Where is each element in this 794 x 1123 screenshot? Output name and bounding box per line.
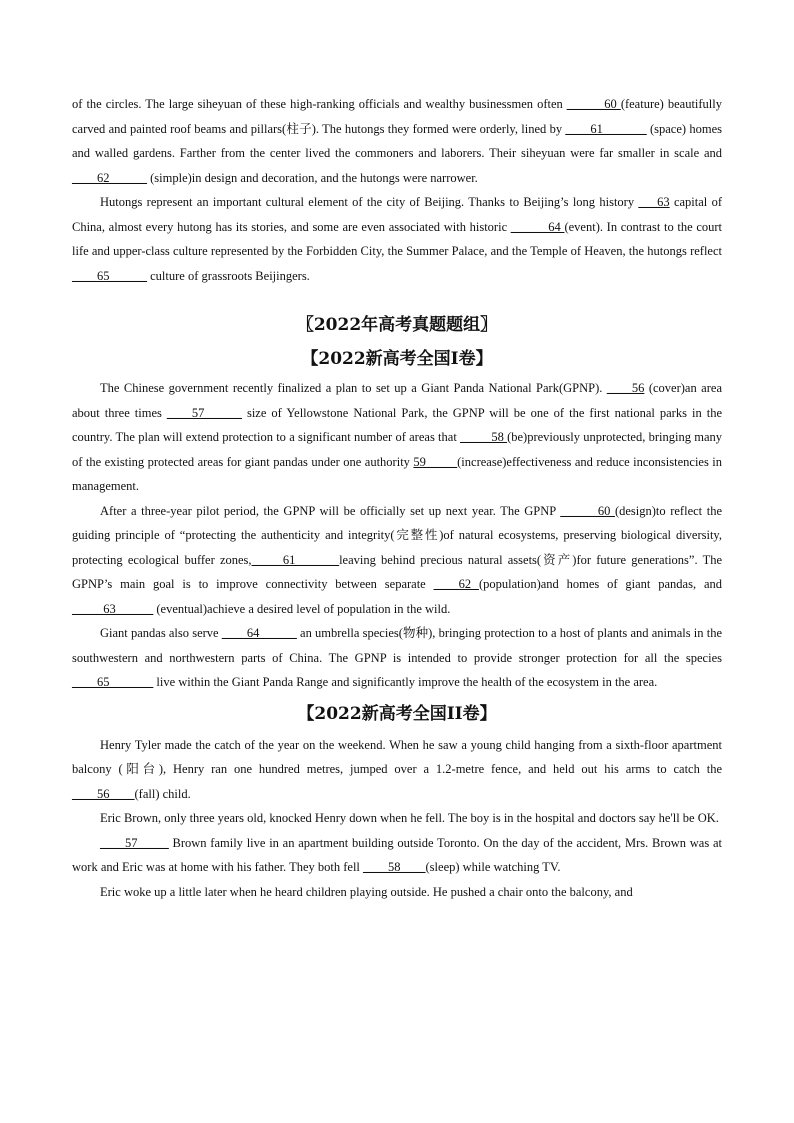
paragraph: Hutongs represent an important cultural element of the city of Beijing. Thanks to Beijing’s long history ___63 capital of China, almost every hutong has its stories, and some are even associated with historic ______64 (event). In contrast to the court life and upper-class culture represented by the Forbidden City, the Summer Palace, and the Temple of Heaven, the hutongs reflect ____65______ culture of grassroots Beijingers. [72, 195, 722, 283]
section-title: 【2022新高考全国I卷】 [301, 349, 493, 369]
answer-blank: ______60 [560, 503, 615, 518]
paragraph: ____57_____ Brown family live in an apartment building outside Toronto. On the day of the accident, Mrs. Brown was at work and Eric was at home with his father. They both fell ____58____(sleep) while watching TV. [72, 835, 722, 874]
paragraph: After a three-year pilot period, the GPNP will be officially set up next year. The GPNP ______60 (design)to reflect the guiding principle of “protecting the authenticity and integrity(完整性)of natural ecosystems, preserving biological diversity, protecting ecological buffer zones,_____61_______leaving behind precious natural assets(资产)for future generations”. The GPNP’s main goal is to improve connectivity between separate ____62 (population)and homes of giant pandas, and _____63______ (eventual)achieve a desired level of population in the wild. [72, 503, 723, 616]
answer-blank: _____63______ [72, 601, 154, 616]
answer-blank: ____57_____ [100, 835, 169, 850]
answer-blank: ____65_______ [72, 675, 154, 689]
paragraph: The Chinese government recently finalized a plan to set up a Giant Panda National Park(GPNP). ____56 (cover)an area about three times ____57______ size of Yellowstone National Park, the GPNP will be one of the first national parks in the country. The plan will extend protection to a significant number of areas that _____58 (be)previously unprotected, bringing many of the existing protected areas for giant pandas under one authority 59_____(increase)effectiveness and reduce inconsistencies in management. [72, 381, 723, 493]
answer-blank: ____61_______ [565, 121, 647, 136]
paragraph: Eric Brown, only three years old, knocked Henry down when he fell. The boy is in the hospital and doctors say he'll be OK. [100, 811, 719, 825]
paragraph: Eric woke up a little later when he heard children playing outside. He pushed a chair onto the balcony, and [100, 884, 633, 899]
answer-blank: ____56____ [72, 786, 135, 801]
group-heading: 〖2022年高考真题题组〗 [296, 315, 498, 335]
answer-blank: ___63 [638, 195, 670, 209]
answer-blank: 59_____ [413, 454, 458, 469]
answer-blank: ____57______ [166, 405, 242, 420]
answer-blank: ____62 [433, 577, 479, 591]
answer-blank: ______64 [510, 219, 565, 234]
paragraph: Giant pandas also serve ____64______ an umbrella species(物种), bringing protection to a host of plants and animals in the southwestern and northwestern parts of China. The GPNP is intended to provide stronger protection for all the species ____65_______ live within the Giant Panda Range and significantly improve the health of the ecosystem in the area. [72, 626, 722, 689]
answer-blank: ____58____ [363, 860, 426, 874]
answer-blank: ____56 [606, 381, 645, 395]
answer-blank: _____58 [460, 430, 508, 444]
answer-blank: _____61_______ [251, 552, 340, 567]
section-title: 【2022新高考全国II卷】 [297, 703, 497, 724]
answer-blank: ____64______ [221, 626, 297, 640]
paragraph: Henry Tyler made the catch of the year on the weekend. When he saw a young child hanging from a sixth-floor apartment balcony (阳台), Henry ran one hundred metres, jumped over a 1.2-metre fence, and held out his arms to catch the ____56____(fall) child. [72, 737, 722, 801]
paragraph: of the circles. The large siheyuan of these high-ranking officials and wealthy businessmen often ______60 (feature) beautifully carved and painted roof beams and pillars(柱子). The hutongs they formed were orderly, lined by ____61_______ (space) homes and walled gardens. Farther from the center lived the commoners and laborers. Their siheyuan were far smaller in scale and ____62______ (simple)in design and decoration, and the hutongs were narrower. [72, 97, 723, 185]
answer-blank: ____62______ [72, 170, 147, 185]
answer-blank: ______60 [566, 97, 621, 111]
document-page [72, 92, 722, 904]
answer-blank: ____65______ [72, 268, 147, 283]
